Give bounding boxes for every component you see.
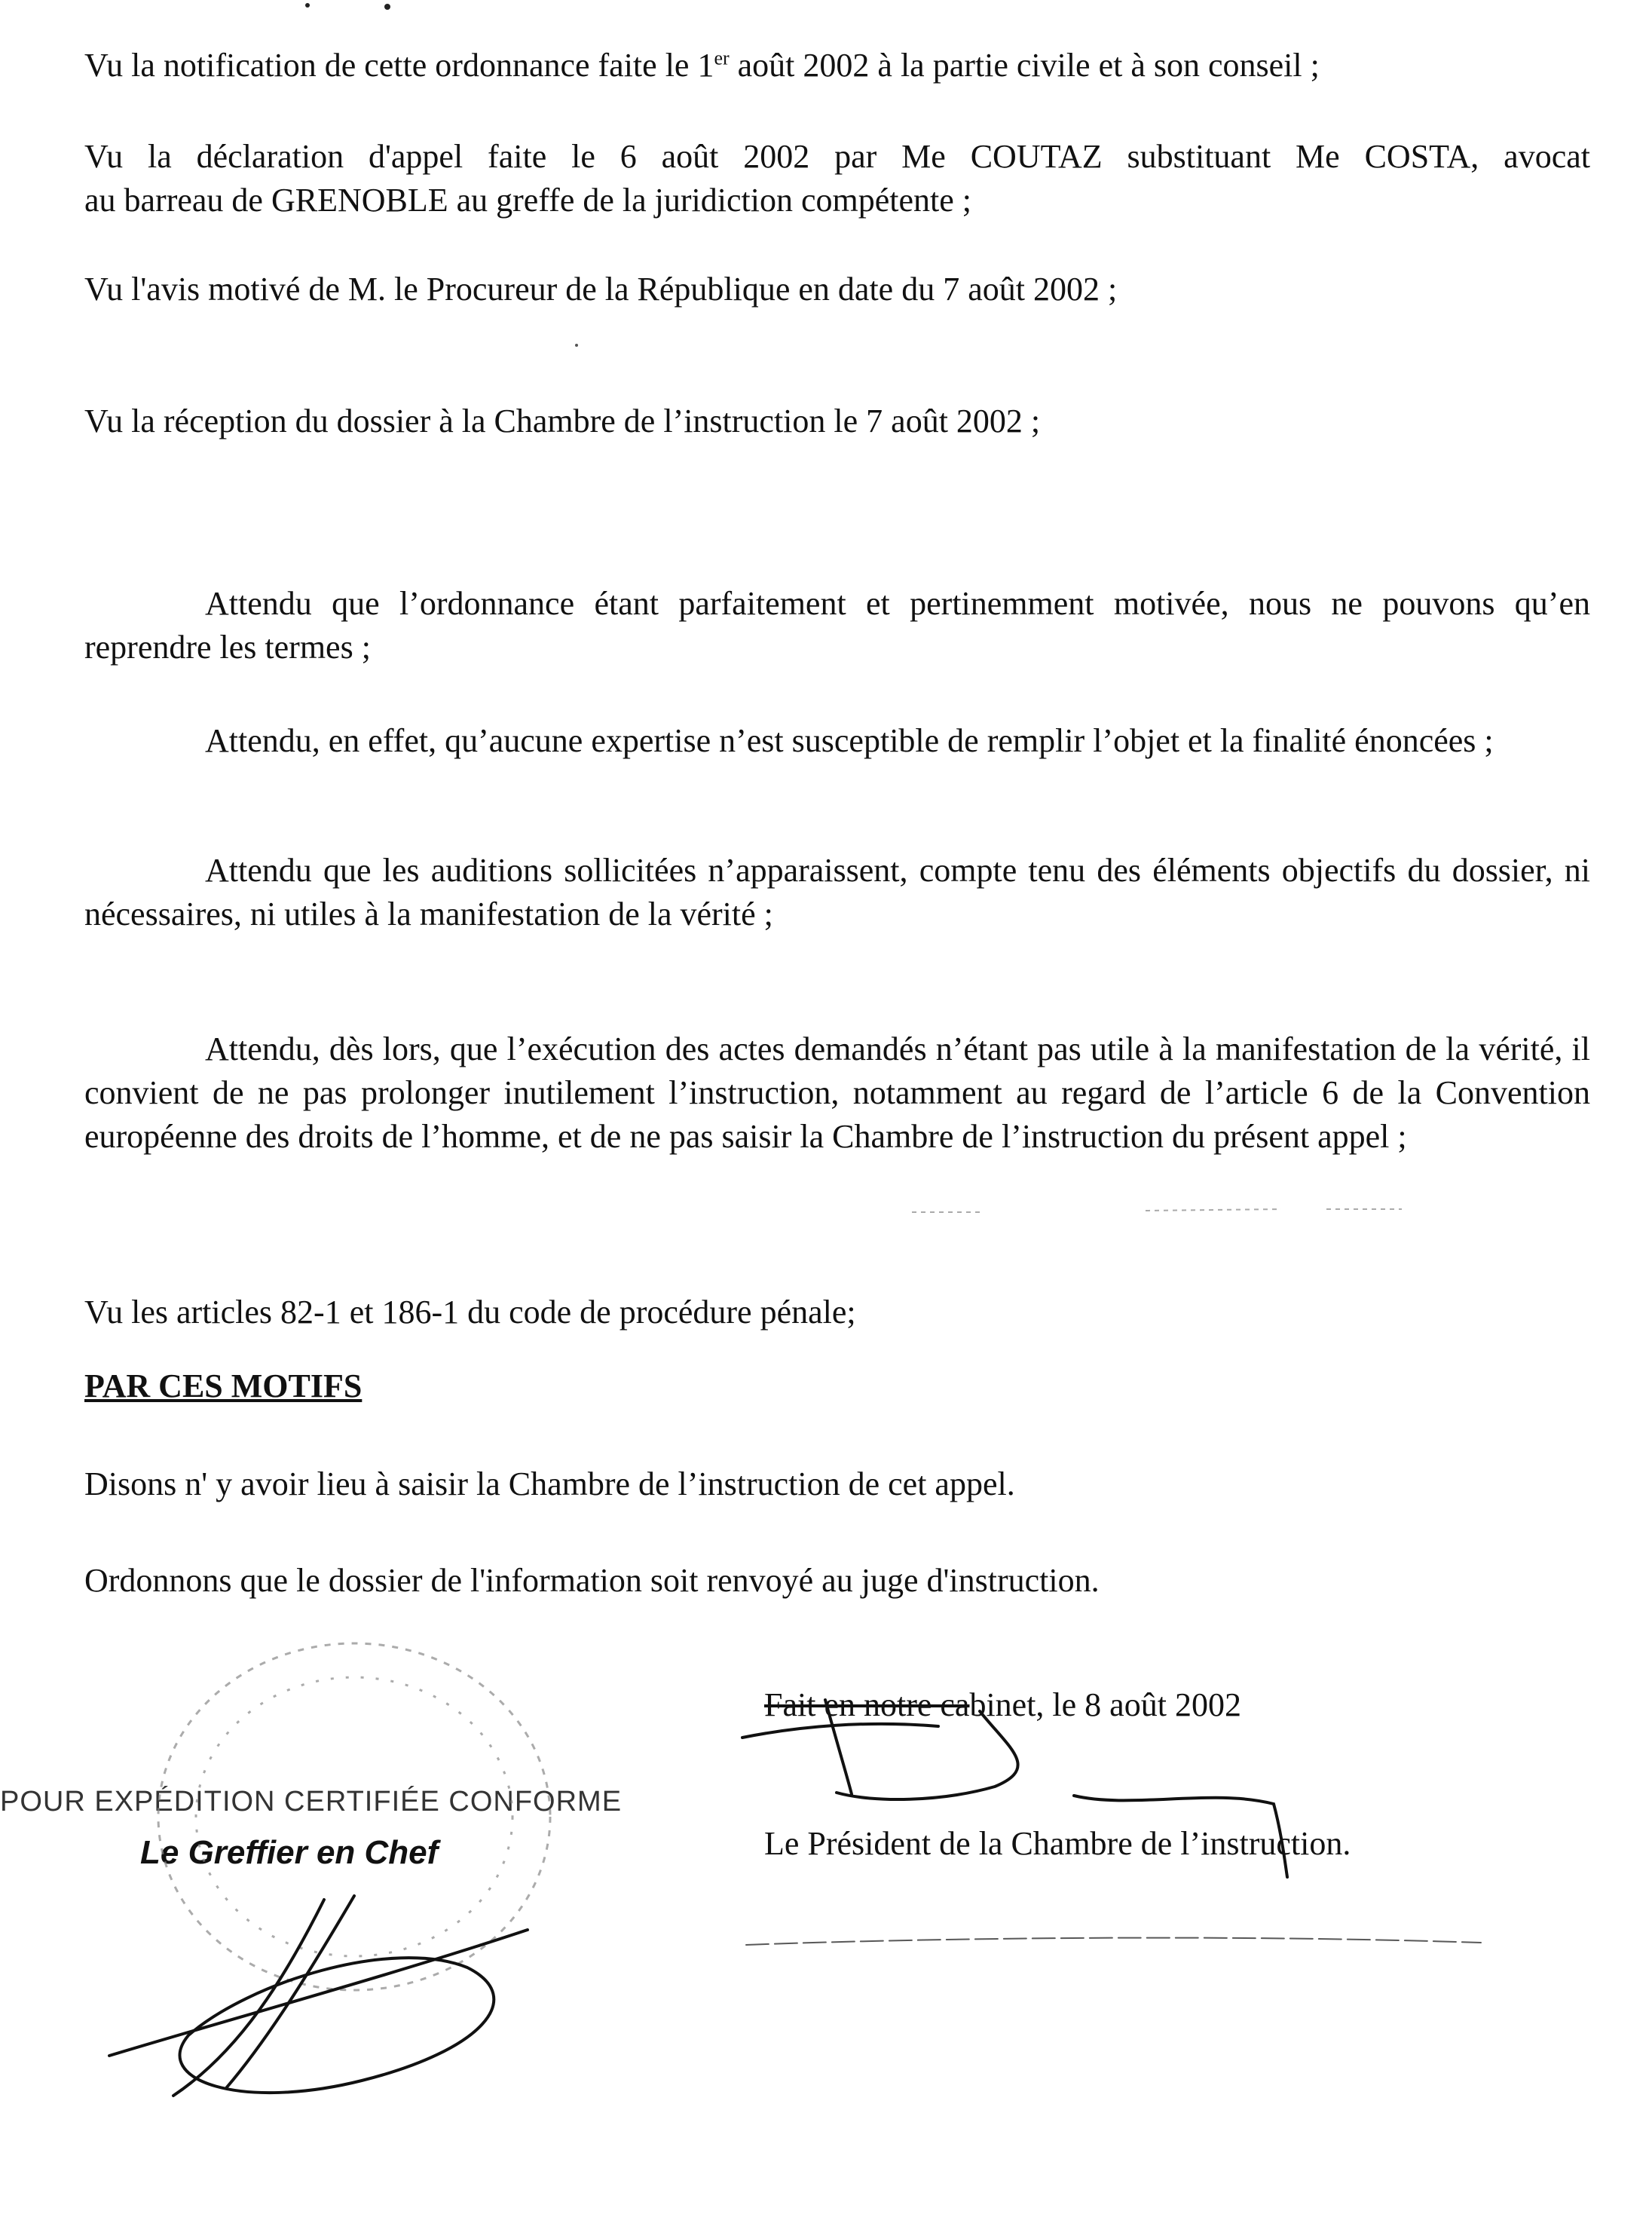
place-date-text: binet, le 8 août 2002: [969, 1686, 1241, 1723]
section-heading-par-ces-motifs: PAR CES MOTIFS: [84, 1367, 363, 1404]
stamp-certification-text: POUR EXPÉDITION CERTIFIÉE CONFORME: [0, 1786, 623, 1817]
paragraph-attendu-motivee: Attendu que l’ordonnance étant parfaitement et pertinemment motivée, nous ne pouvons qu’en reprendre les termes ;: [84, 585, 1590, 666]
greffier-signature: [109, 1896, 528, 2096]
declaration-line-1: Vu la déclaration d'appel faite le 6 août 2002 par Me COUTAZ substituant Me COSTA, avocat: [84, 138, 1590, 175]
decision-disons: Disons n' y avoir lieu à saisir la Chambre de l’instruction de cet appel.: [84, 1465, 1015, 1502]
paragraph-notification: [84, 44, 1590, 87]
stamp-greffier-en-chef: Le Greffier en Chef: [140, 1834, 439, 1871]
paragraph-reception-dossier: Vu la réception du dossier à la Chambre de l’instruction le 7 août 2002 ;: [84, 403, 1041, 439]
notification-text-start: Vu la notification de cette ordonnance faite le 1: [84, 47, 714, 84]
president-title: Le Président de la Chambre de l’instruction.: [764, 1825, 1351, 1862]
paragraph-avis-procureur: Vu l'avis motivé de M. le Procureur de la République en date du 7 août 2002 ;: [84, 271, 1118, 308]
paragraph-declaration-appel: [84, 135, 1590, 222]
paragraph-vu-articles: Vu les articles 82-1 et 186-1 du code de procédure pénale;: [84, 1294, 856, 1331]
president-signature: [742, 1700, 1481, 1945]
scan-speck-dot: [575, 344, 578, 347]
paragraph-attendu-expertise: Attendu, en effet, qu’aucune expertise n’est susceptible de remplir l’objet et la finalité énoncées ;: [205, 722, 1494, 759]
superscript-er: er: [714, 47, 730, 69]
paragraph-attendu-auditions: Attendu que les auditions sollicitées n’apparaissent, compte tenu des éléments objectifs du dossier, ni nécessaires, ni utiles à la manifestation de la vérité ;: [84, 852, 1590, 932]
declaration-line-2: au barreau de GRENOBLE au greffe de la juridiction compétente ;: [84, 182, 971, 219]
paragraph-attendu-execution: Attendu, dès lors, que l’exécution des actes demandés n’étant pas utile à la manifestation de la vérité, il convient de ne pas prolonger inutilement l’instruction, notamment au regard de l’article 6 de la Convention européenne des droits de l’homme, et de ne pas saisir la Chambre de l’instruction du présent appel ;: [84, 1030, 1590, 1155]
struck-fait-en-notre: Fait en notre ca: [764, 1686, 970, 1723]
scan-speck-dot: [305, 3, 310, 8]
signature-place-date: [764, 1686, 1241, 1724]
decision-ordonnons: Ordonnons que le dossier de l'information soit renvoyé au juge d'instruction.: [84, 1562, 1100, 1599]
scan-speck-dot: [384, 4, 390, 10]
scan-artifact-line: [912, 1209, 1402, 1212]
notification-text-end: août 2002 à la partie civile et à son conseil ;: [729, 47, 1320, 84]
